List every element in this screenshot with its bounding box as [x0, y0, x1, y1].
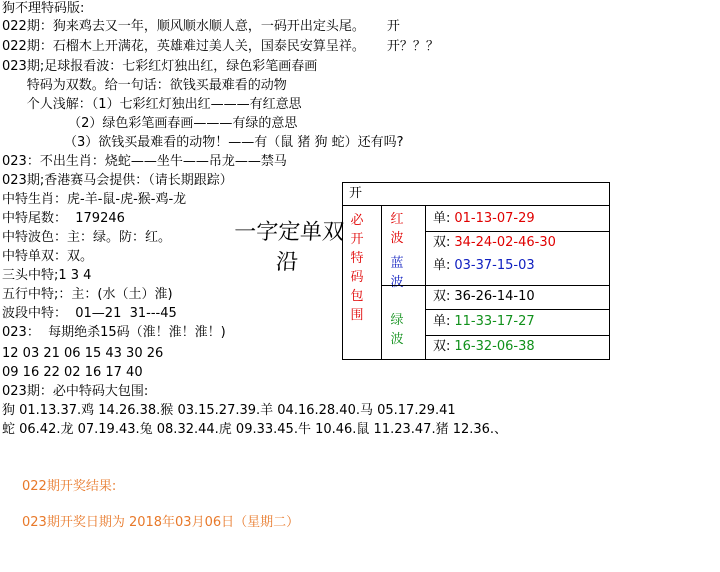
text-line-l022b	[2, 38, 439, 55]
line-text: 三头中特;1 3 4	[2, 268, 92, 283]
text-line-l023f	[2, 172, 233, 189]
left-label-char: 包	[350, 289, 364, 304]
text-line-l023p	[2, 364, 143, 381]
text-line-l023g	[2, 191, 186, 208]
left-label-char: 围	[350, 308, 364, 323]
line-text: 023期;足球报看波：七彩红灯独出红，绿色彩笔画春画	[2, 59, 318, 74]
blue-wave-char: 蓝	[390, 256, 404, 271]
text-line-l023q	[2, 383, 148, 400]
line-text: （2）绿色彩笔画春画———有绿的意思	[2, 116, 298, 131]
code-row	[433, 257, 535, 275]
code-row-label: 双:	[433, 235, 451, 250]
text-line-l023k	[2, 267, 91, 284]
code-row	[433, 234, 556, 252]
text-line-l023m	[2, 305, 177, 322]
text-line-l023s	[2, 421, 507, 438]
line-tail: 开	[386, 19, 400, 34]
blue-wave-char: 波	[390, 275, 404, 290]
line-tail: 开？？？	[386, 39, 439, 54]
line-text: 狗不理特码版:	[2, 1, 85, 16]
code-row-label: 单:	[433, 314, 451, 329]
box-divider	[343, 205, 609, 206]
line-text: 中特波色：主：绿。防：红。	[2, 230, 172, 245]
line-text: 023期;香港赛马会提供：（请长期跟踪）	[2, 173, 233, 188]
text-line-l023a	[2, 77, 287, 94]
box-header: 开	[349, 186, 363, 201]
green-wave-char: 绿	[390, 313, 404, 328]
line-text: 波段中特： 01—21 31---45	[2, 306, 177, 321]
left-label-char: 特	[350, 251, 364, 266]
line-text: 023期：必中特码大包围:	[2, 384, 149, 399]
text-line-l023j	[2, 248, 93, 265]
code-row	[433, 338, 535, 356]
text-line-l023l	[2, 286, 173, 303]
code-row-value: 03-37-15-03	[454, 258, 535, 273]
text-line-l023c	[2, 115, 297, 132]
line-text: 022期：石榴木上开满花，英雄难过美人关，国泰民安算呈祥。	[2, 39, 365, 54]
big-title-line-2: 沿	[275, 250, 299, 275]
text-line-l023r	[2, 402, 456, 419]
box-divider	[381, 285, 609, 286]
code-row-label: 单:	[433, 211, 451, 226]
text-line-l023d	[2, 134, 404, 151]
line-text: 022期：狗来鸡去又一年，顺风顺水顺人意，一码开出定头尾。	[2, 19, 365, 34]
code-row-value: 01-13-07-29	[454, 211, 535, 226]
line-text: 中特生肖：虎-羊-鼠-虎-猴-鸡-龙	[2, 192, 187, 207]
line-text: 023： 每期绝杀15码（淮！淮！淮！)	[2, 325, 226, 340]
text-line-l023	[2, 58, 317, 75]
text-line-l023o	[2, 345, 163, 362]
line-text: 中特尾数： 179246	[2, 211, 125, 226]
red-wave-char: 红	[390, 212, 404, 227]
blue-wave-label	[389, 254, 405, 292]
red-wave-label	[389, 210, 405, 248]
text-line-title	[2, 0, 84, 17]
box-divider	[425, 309, 609, 310]
left-label-column	[349, 211, 365, 325]
line-text: 狗 01.13.37.鸡 14.26.38.猴 03.15.27.39.羊 04.16.28.40.马 05.17.29.41	[2, 403, 456, 418]
text-line-l022	[2, 18, 400, 35]
code-row-value: 11-33-17-27	[454, 314, 535, 329]
code-row-value: 16-32-06-38	[454, 339, 535, 354]
code-row	[433, 288, 535, 306]
left-label-char: 必	[350, 213, 364, 228]
big-title	[230, 218, 346, 278]
text-line-l023b	[2, 96, 302, 113]
code-row	[433, 210, 535, 228]
green-wave-label	[389, 311, 405, 349]
code-row-value: 34-24-02-46-30	[454, 235, 556, 250]
line-text: 023：不出生肖：烧蛇——坐牛——吊龙——禁马	[2, 154, 287, 169]
text-line-l023n	[2, 324, 226, 341]
next-draw-date: 023期开奖日期为 2018年03月06日（星期二）	[22, 515, 300, 530]
line-text: 09 16 22 02 16 17 40	[2, 365, 143, 380]
special-code-box	[342, 182, 610, 360]
line-text: （3）欲钱买最难看的动物！——有（鼠 猪 狗 蛇）还有吗?	[2, 135, 404, 150]
code-row-label: 单:	[433, 258, 451, 273]
text-line-l023e	[2, 153, 287, 170]
line-text: 个人浅解：（1）七彩红灯独出红———有红意思	[2, 97, 302, 112]
line-text: 特码为双数。给一句话：欲钱买最难看的动物	[2, 78, 287, 93]
line-text: 12 03 21 06 15 43 30 26	[2, 346, 164, 361]
code-row-value: 36-26-14-10	[454, 289, 535, 304]
big-title-line-1: 一字定单双	[233, 220, 345, 245]
text-line-l023i	[2, 229, 171, 246]
text-line-l023h	[2, 210, 125, 227]
box-divider	[381, 205, 382, 359]
code-row-label: 双:	[433, 339, 451, 354]
green-wave-char: 波	[390, 332, 404, 347]
red-wave-char: 波	[390, 231, 404, 246]
left-label-char: 开	[350, 232, 364, 247]
last-result-label: 022期开奖结果:	[22, 479, 117, 494]
left-label-char: 码	[350, 270, 364, 285]
code-row	[433, 313, 535, 331]
code-row-label: 双:	[433, 289, 451, 304]
line-text: 中特单双：双。	[2, 249, 94, 264]
line-text: 蛇 06.42.龙 07.19.43.兔 08.32.44.虎 09.33.45.牛 10.46.鼠 11.23.47.猪 12.36.、	[2, 422, 508, 437]
line-text: 五行中特;：主：(水（土）淮)	[2, 287, 173, 302]
box-divider	[425, 335, 609, 336]
box-divider	[425, 231, 609, 232]
